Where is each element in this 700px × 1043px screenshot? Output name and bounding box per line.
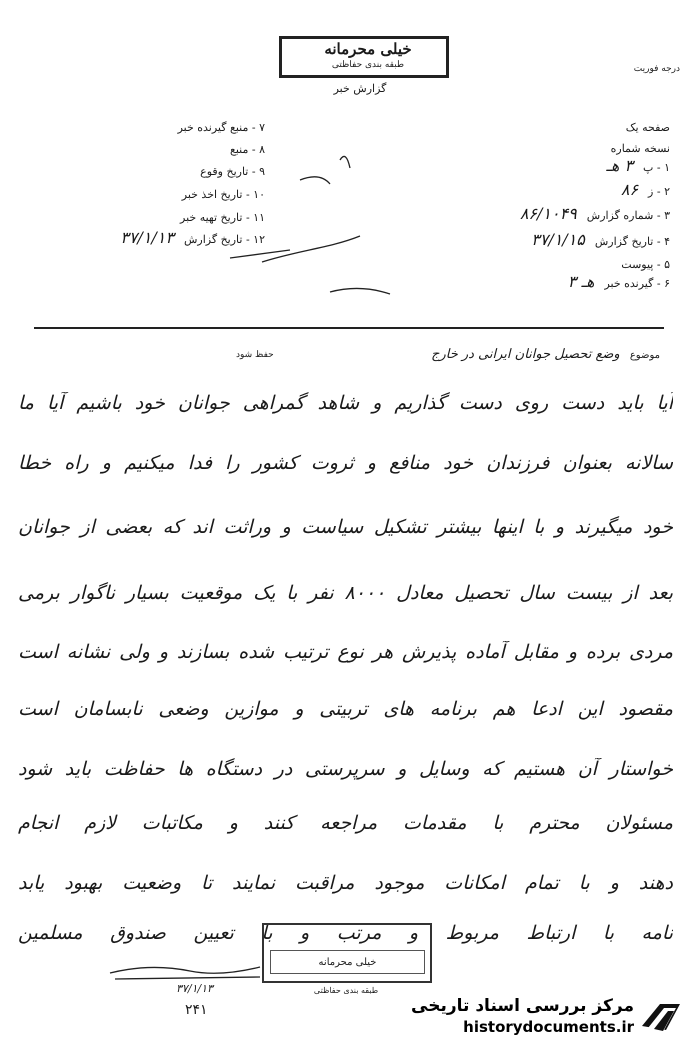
urgency-label: درجه فوریت [633, 64, 680, 74]
body-line: آیا باید دست روی دست گذاریم و شاهد گمراهی جوانان خود باشیم آیا ما [18, 392, 673, 414]
meta-row: ۶ - گیرنده خبرهـ ۳ [567, 272, 670, 291]
footer-reference-date: ۳۷/۱/۱۳ [176, 982, 213, 995]
meta-row: ۱ - پ۳ هـ [606, 156, 670, 175]
meta-row: ۱۰ - تاریخ اخذ خبر [181, 188, 265, 201]
body-line: سالانه بعنوان فرزندان خود منافع و ثروت کشور را فدا میکنیم و راه خطا [18, 452, 673, 474]
meta-row: ۴ - تاریخ گزارش۳۷/۱/۱۵ [531, 230, 670, 249]
body-line: مسئولان محترم با مقدمات مراجعه کنند و مکاتبات لازم انجام [18, 812, 673, 834]
footer-ref-stamp-marks [100, 955, 270, 985]
watermark-url: historydocuments.ir [463, 1018, 634, 1036]
meta-row: ۲ - ز۸۶ [620, 180, 670, 199]
subject-label: موضوع [629, 350, 660, 361]
meta-row: ۵ - پیوست [621, 258, 670, 271]
body-line: خود میگیرند و با اینها بیشتر تشکیل سیاست و وراثت اند که بعضی از جوانان [18, 516, 673, 538]
report-title: گزارش خبر [333, 82, 387, 95]
header-divider [34, 327, 664, 329]
meta-row: ۱۱ - تاریخ تهیه خبر [180, 211, 265, 224]
meta-row: ۳ - شماره گزارش۸۶/۱۰۴۹ [519, 204, 670, 223]
footer-stamp-caption: طبقه بندی حفاظتی [313, 986, 379, 995]
meta-row: نسخه شماره [610, 142, 670, 155]
body-line: مقصود این ادعا هم برنامه های تربیتی و موازین وضعی نابسامان است [18, 698, 673, 720]
meta-row: ۱۲ - تاریخ گزارش۳۷/۱/۱۳ [120, 228, 265, 247]
margin-note: حفظ شود [236, 350, 274, 360]
subject-text: وضع تحصیل جوانان ایرانی در خارج [431, 347, 620, 362]
meta-row: ۸ - منبع [229, 143, 265, 156]
body-line: دهند و با تمام امکانات موجود مراقبت نمایند تا وضعیت بهبود یابد [18, 872, 673, 894]
body-line: نامه با ارتباط مربوط و مرتب و با تعیین صندوق مسلمین [18, 922, 673, 944]
stamp-title: خیلی محرمانه [324, 40, 412, 58]
meta-row: ۹ - تاریخ وقوع [200, 165, 265, 178]
watermark-title: مرکز بررسی اسناد تاریخی [411, 996, 634, 1016]
subject-line [20, 347, 660, 362]
footer-stamp-title: خیلی محرمانه [270, 950, 425, 974]
body-line: مردی برده و مقابل آماده پذیرش هر نوع ترتیب شده بسازند و ولی نشانه است [18, 641, 673, 663]
header-handwriting-marks [0, 0, 700, 330]
meta-row: ۷ - منبع گیرنده خبر [177, 121, 265, 134]
meta-row: صفحه یک [625, 121, 670, 134]
book-logo-icon [636, 996, 686, 1038]
stamp-subtitle: طبقه بندی حفاظتی [331, 60, 405, 70]
body-line: بعد از بیست سال تحصیل معادل ۸۰۰۰ نفر با یک موقعیت بسیار ناگوار برمی [18, 582, 673, 604]
body-line: خواستار آن هستیم که وسایل و سرپرستی در دستگاه ها حفاظت باید شود [18, 758, 673, 780]
footer-reference-number: ۲۴۱ [185, 1002, 208, 1018]
